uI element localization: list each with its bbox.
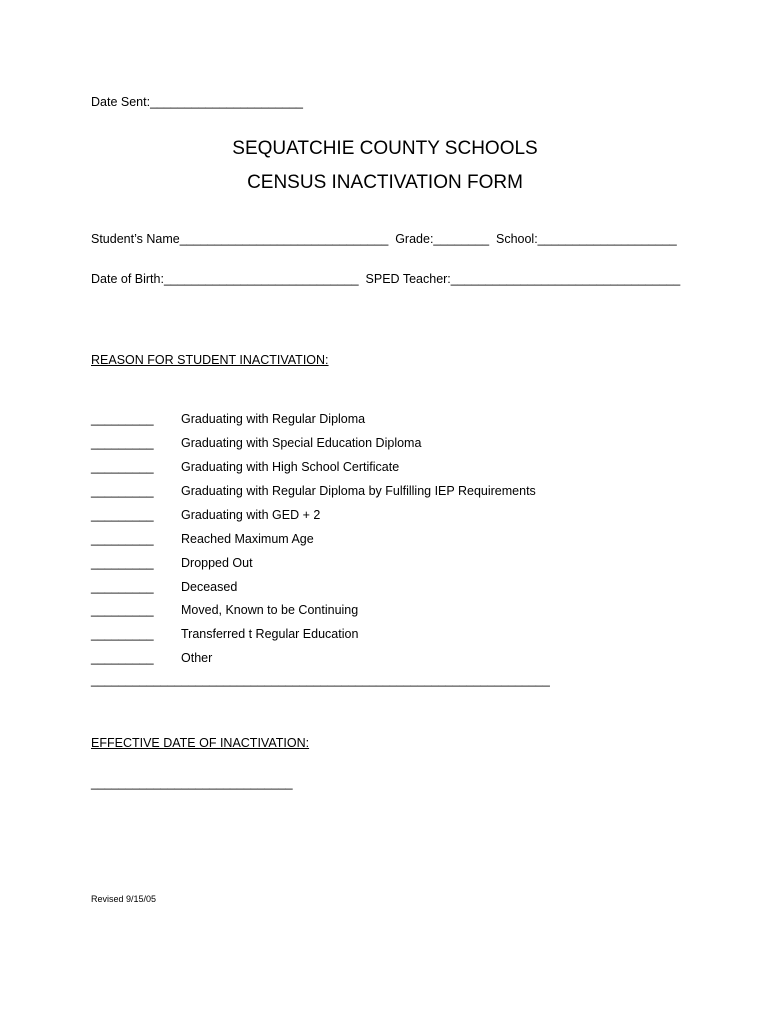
reason-item — [91, 507, 321, 523]
reason-checkbox-blank: _________ — [91, 603, 154, 617]
reason-checkbox-blank: _________ — [91, 627, 154, 641]
reason-item — [91, 555, 253, 571]
reason-item — [91, 602, 359, 618]
reason-item — [91, 650, 213, 666]
reason-checkbox-blank: _________ — [91, 460, 154, 474]
reason-label: Reached Maximum Age — [181, 532, 314, 546]
reason-item — [91, 626, 359, 642]
reason-label: Other — [181, 651, 213, 665]
reason-checkbox-blank: _________ — [91, 436, 154, 450]
reason-label: Graduating with Regular Diploma — [181, 412, 366, 426]
reason-item — [91, 483, 536, 499]
reason-item — [91, 435, 422, 451]
reason-label: Dropped Out — [181, 556, 253, 570]
reason-label: Graduating with High School Certificate — [181, 460, 400, 474]
reason-label: Graduating with Regular Diploma by Fulfilling IEP Requirements — [181, 484, 536, 498]
student-name-grade-school-row: Student’s Name______________________________ Grade:________ School:____________________ — [91, 232, 677, 246]
reason-checkbox-blank: _________ — [91, 412, 154, 426]
effective-date-line: _____________________________ — [91, 776, 293, 790]
reason-label: Graduating with Special Education Diploma — [181, 436, 422, 450]
reason-item — [91, 459, 400, 475]
dob-sped-teacher-row: Date of Birth:____________________________ SPED Teacher:_________________________________ — [91, 272, 681, 286]
reason-item — [91, 579, 238, 595]
reason-checkbox-blank: _________ — [91, 508, 154, 522]
reason-label: Transferred t Regular Education — [181, 627, 359, 641]
page-title-line-2: CENSUS INACTIVATION FORM — [247, 172, 523, 193]
revision-date: Revised 9/15/05 — [91, 894, 157, 904]
reason-checkbox-blank: _________ — [91, 484, 154, 498]
reason-heading: REASON FOR STUDENT INACTIVATION: — [91, 353, 329, 367]
reason-label: Moved, Known to be Continuing — [181, 603, 359, 617]
reason-checkbox-blank: _________ — [91, 532, 154, 546]
page-title-line-1: SEQUATCHIE COUNTY SCHOOLS — [232, 138, 538, 159]
other-reason-line: __________________________________________________________________ — [91, 673, 550, 687]
reason-label: Deceased — [181, 580, 238, 594]
reason-checkbox-blank: _________ — [91, 651, 154, 665]
reason-checkbox-blank: _________ — [91, 580, 154, 594]
reason-checkbox-blank: _________ — [91, 556, 154, 570]
reason-item — [91, 411, 366, 427]
date-sent-field: Date Sent:______________________ — [91, 95, 304, 109]
effective-date-heading: EFFECTIVE DATE OF INACTIVATION: — [91, 736, 310, 750]
reason-label: Graduating with GED + 2 — [181, 508, 321, 522]
reason-item — [91, 531, 314, 547]
